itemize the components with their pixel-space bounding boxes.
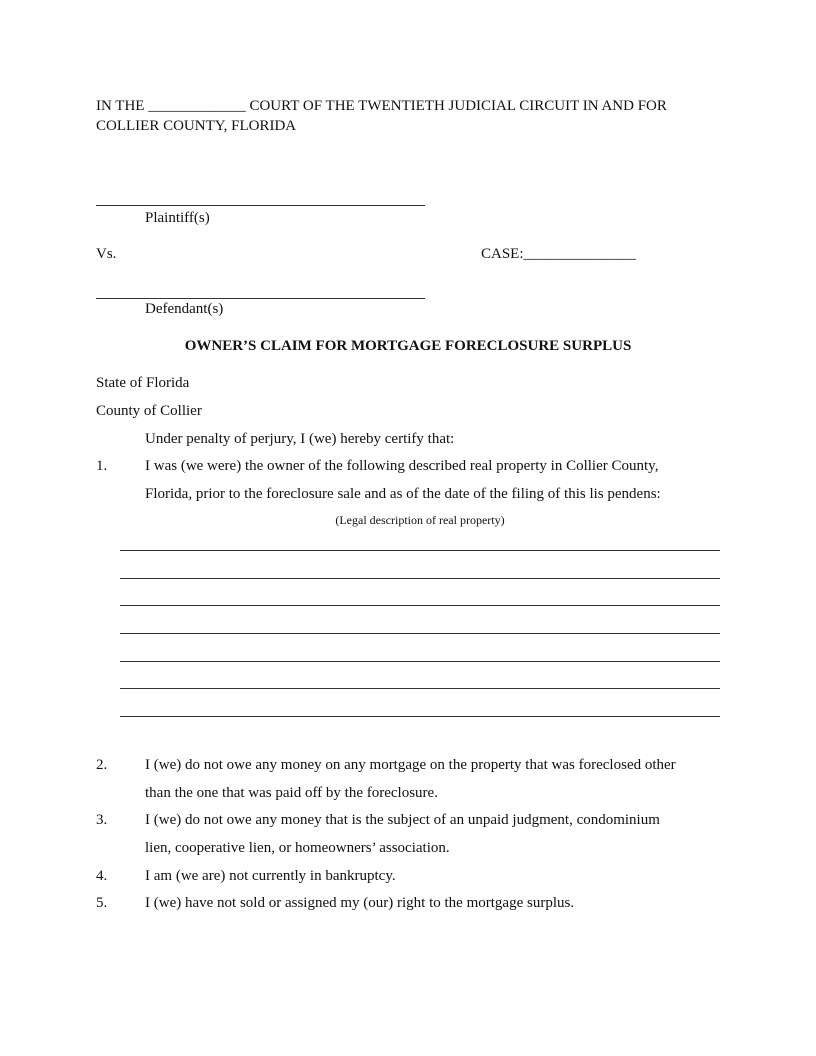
certification-intro: Under penalty of perjury, I (we) hereby certify that:	[145, 431, 455, 447]
state-label: State of Florida	[96, 375, 190, 391]
case-number-field[interactable]: CASE:_______________	[481, 246, 637, 262]
legal-description-line[interactable]	[120, 633, 720, 634]
court-header-line-2: COLLIER COUNTY, FLORIDA	[96, 118, 297, 134]
legal-description-line[interactable]	[120, 578, 720, 579]
legal-description-line[interactable]	[120, 716, 720, 717]
versus-label: Vs.	[96, 246, 117, 262]
plaintiff-label: Plaintiff(s)	[145, 210, 210, 226]
legal-description-line[interactable]	[120, 688, 720, 689]
plaintiff-name-line[interactable]	[96, 205, 425, 206]
item-text: I (we) have not sold or assigned my (our) right to the mortgage surplus.	[145, 895, 575, 911]
legal-description-line[interactable]	[120, 550, 720, 551]
item-text: I was (we were) the owner of the following described real property in Collier County,	[145, 458, 659, 474]
defendant-label: Defendant(s)	[145, 301, 224, 317]
item-number: 3.	[96, 812, 108, 828]
item-text: I (we) do not owe any money that is the subject of an unpaid judgment, condominium	[145, 812, 660, 828]
item-text: I am (we are) not currently in bankruptcy.	[145, 868, 396, 884]
item-text-continued: Florida, prior to the foreclosure sale and as of the date of the filing of this lis pendens:	[145, 486, 661, 502]
item-number: 5.	[96, 895, 108, 911]
document-title: OWNER’S CLAIM FOR MORTGAGE FORECLOSURE SURPLUS	[184, 338, 632, 354]
item-number: 1.	[96, 458, 108, 474]
item-text: I (we) do not owe any money on any mortgage on the property that was foreclosed other	[145, 757, 676, 773]
court-header-line-1: IN THE _____________ COURT OF THE TWENTIETH JUDICIAL CIRCUIT IN AND FOR	[96, 98, 667, 114]
item-number: 2.	[96, 757, 108, 773]
item-text-continued: than the one that was paid off by the foreclosure.	[145, 785, 438, 801]
item-number: 4.	[96, 868, 108, 884]
item-text-continued: lien, cooperative lien, or homeowners’ association.	[145, 840, 450, 856]
county-label: County of Collier	[96, 403, 202, 419]
legal-description-line[interactable]	[120, 605, 720, 606]
legal-description-line[interactable]	[120, 661, 720, 662]
legal-description-caption: (Legal description of real property)	[335, 513, 505, 527]
